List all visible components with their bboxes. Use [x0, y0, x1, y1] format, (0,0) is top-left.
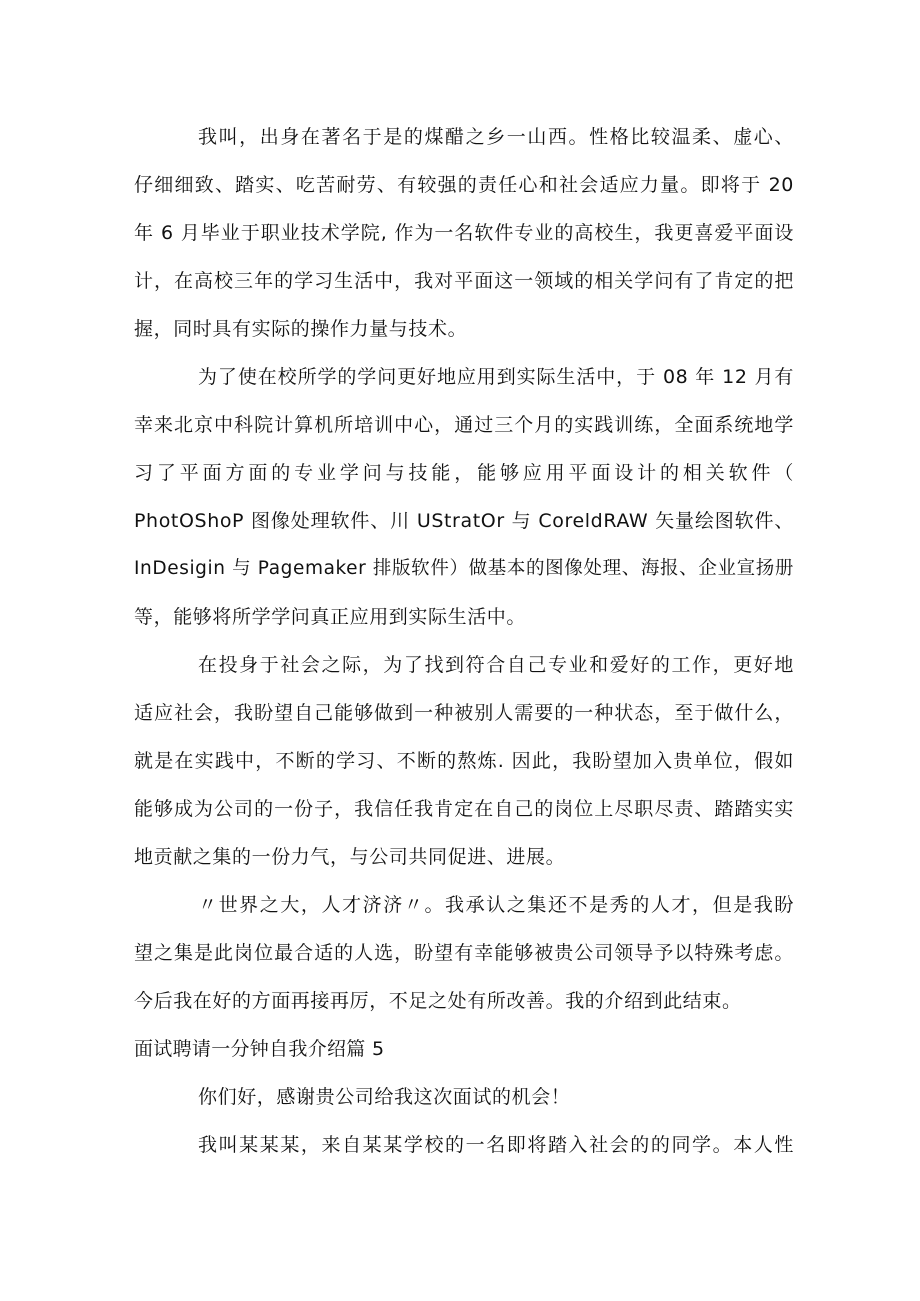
paragraph-2-line-4: PhotOShoP 图像处理软件、川 UStratOr 与 CoreldRAW 矢量绘图软件、 — [134, 510, 794, 532]
section-paragraph-2-line-1: 我叫某某某，来自某某学校的一名即将踏入社会的的同学。本人性 — [198, 1134, 794, 1156]
paragraph-1-line-3: 年 6 月毕业于职业技术学院, 作为一名软件专业的高校生，我更喜爱平面设 — [134, 222, 794, 244]
paragraph-1-line-5: 握，同时具有实际的操作力量与技术。 — [134, 318, 468, 340]
paragraph-3-line-5: 地贡献之集的一份力气，与公司共同促进、进展。 — [134, 846, 566, 868]
paragraph-3-line-2: 适应社会，我盼望自己能够做到一种被别人需要的一种状态，至于做什么， — [134, 702, 794, 724]
paragraph-2-line-1: 为了使在校所学的学问更好地应用到实际生活中，于 08 年 12 月有 — [198, 366, 794, 388]
paragraph-1-line-2: 仔细细致、踏实、吃苦耐劳、有较强的责任心和社会适应力量。即将于 20 — [134, 174, 794, 196]
paragraph-4-line-3: 今后我在好的方面再接再厉，不足之处有所改善。我的介绍到此结束。 — [134, 990, 742, 1012]
paragraph-1-line-1: 我叫，出身在著名于是的煤醋之乡一山西。性格比较温柔、虚心、 — [198, 126, 794, 148]
paragraph-3-line-3: 就是在实践中，不断的学习、不断的熬炼. 因此，我盼望加入贵单位，假如 — [134, 750, 794, 772]
paragraph-2-line-6: 等，能够将所学学问真正应用到实际生活中。 — [134, 606, 527, 628]
paragraph-4-line-2: 望之集是此岗位最合适的人选，盼望有幸能够被贵公司领导予以特殊考虑。 — [134, 942, 794, 964]
section-heading: 面试聘请一分钟自我介绍篇 5 — [134, 1038, 385, 1060]
paragraph-1-line-4: 计，在高校三年的学习生活中，我对平面这一领域的相关学问有了肯定的把 — [134, 270, 794, 292]
paragraph-3-line-4: 能够成为公司的一份子，我信任我肯定在自己的岗位上尽职尽责、踏踏实实 — [134, 798, 794, 820]
paragraph-2-line-5: InDesigin 与 Pagemaker 排版软件）做基本的图像处理、海报、企业宣扬册 — [134, 558, 794, 579]
paragraph-4-line-1: 〃世界之大，人才济济〃。我承认之集还不是秀的人才，但是我盼 — [198, 894, 794, 916]
paragraph-3-line-1: 在投身于社会之际，为了找到符合自己专业和爱好的工作，更好地 — [198, 654, 794, 676]
paragraph-2-line-2: 幸来北京中科院计算机所培训中心，通过三个月的实践训练，全面系统地学 — [134, 414, 794, 436]
section-paragraph-1: 你们好，感谢贵公司给我这次面试的机会！ — [198, 1086, 571, 1108]
paragraph-2-line-3: 习了平面方面的专业学问与技能，能够应用平面设计的相关软件（ — [134, 462, 794, 484]
